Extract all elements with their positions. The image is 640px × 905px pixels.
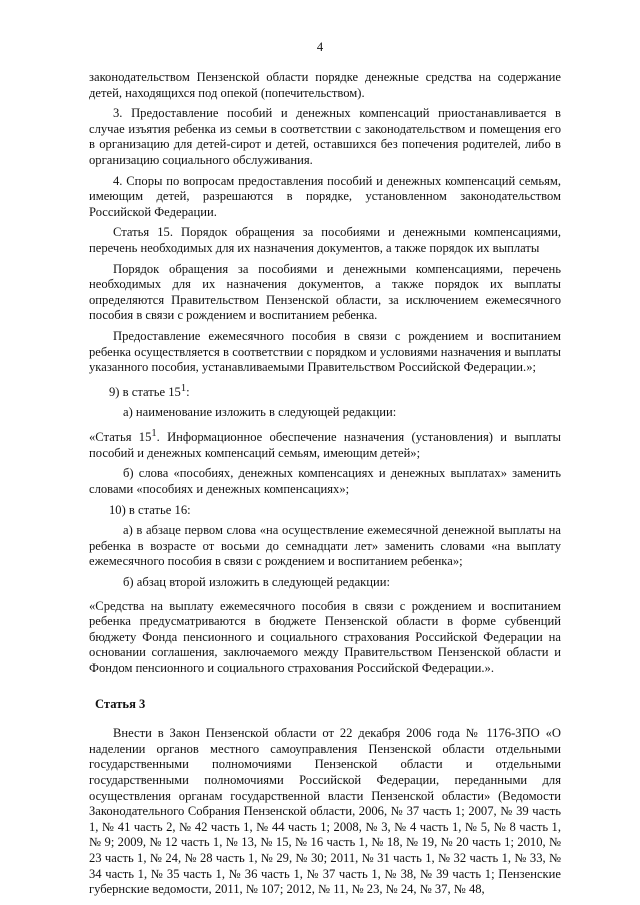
paragraph-article-15-text: Порядок обращения за пособиями и денежными компенсациями, перечень необходимых для их назначения документов, а также порядок их выплаты определяются Правительством Пензенской области, за исключением ежемесячного пособия в связи с рождением и воспитанием ребенка. [89, 261, 561, 323]
subitem-b-second-paragraph: б) абзац второй изложить в следующей редакции: [123, 575, 391, 589]
subitem-a-title: а) наименование изложить в следующей редакции: [123, 405, 397, 420]
paragraph-item-4: 4. Споры по вопросам предоставления пособий и денежных компенсаций семьям, имеющим детей, разрешаются в порядке, установленном законодательством Российской Федерации. [89, 173, 561, 219]
subitem-b-words: б) слова «пособиях, денежных компенсациях и денежных выплатах» заменить словами «пособиях и денежных компенсациях»; [89, 466, 561, 497]
paragraph-monthly-allowance: Предоставление ежемесячного пособия в связи с рождением и воспитанием ребенка осуществляется в соответствии с порядком и условиями назначения и выплаты указанного пособия, устанавливаемыми Правительством Российской Федерации.»; [89, 328, 561, 375]
page-number: 4 [316, 40, 324, 54]
amendment-item-9-text: 9) в статье 15 [109, 384, 181, 399]
amendment-item-9-colon: : [186, 384, 190, 399]
article-15-1-text-end: . Информационное обеспечение назначения (установления) и выплаты пособий и денежных компенсаций семьям, имеющим детей»; [89, 430, 561, 460]
document-body [89, 70, 561, 898]
paragraph-continuation: законодательством Пензенской области порядке денежные средства на содержание детей, находящихся под опекой (попечительством). [89, 70, 561, 100]
superscript: 1 [151, 428, 157, 440]
article-15-1-new-title [89, 426, 561, 461]
article-3-heading: Статья 3 [95, 696, 146, 711]
paragraph-article-3-text: Внести в Закон Пензенской области от 22 декабря 2006 года № 1176-ЗПО «О наделении органов местного самоуправления Пензенской области отдельными государственными полномочиями Пензенской области и отдельными государственными полномочиями Российской Федерации, переданными для осуществления органам государственной власти Пензенской области» (Ведомости Законодательного Собрания Пензенской области, 2006, № 37 часть 1; 2007, № 39 часть 1, № 41 часть 2, № 42 часть 1, № 44 часть 1; 2008, № 3, № 4 часть 1, № 5, № 8 часть 1, № 9; 2009, № 12 часть 1, № 13, № 15, № 16 часть 1, № 18, № 19, № 20 часть 1; 2010, № 23 часть 1, № 24, № 28 часть 1, № 29, № 30; 2011, № 31 часть 1, № 32 часть 1, № 33, № 34 часть 1, № 35 часть 1, № 36 часть 1, № 37 часть 1, № 38, № 39 часть 1; Пензенские губернские ведомости, 2011, № 107; 2012, № 11, № 23, № 24, № 37, № 48, [89, 726, 561, 897]
article-15-heading: Статья 15. Порядок обращения за пособиями и денежными компенсациями, перечень необходимых для их назначения документов, а также порядок их выплаты [89, 225, 561, 255]
paragraph-item-3: 3. Предоставление пособий и денежных компенсаций приостанавливается в случае изъятия ребенка из семьи в соответствии с законодательством и помещения его в организацию для детей-сирот и детей, оставшихся без попечения родителей, либо в организацию социального обслуживания. [89, 106, 561, 167]
subitem-a-first-paragraph: а) в абзаце первом слова «на осуществление ежемесячной денежной выплаты на ребенка в возрасте от восьми до семнадцати лет» заменить словами «на выплату ежемесячного пособия в связи с рождением и воспитанием ребенка»; [89, 523, 561, 569]
amendment-item-9 [89, 381, 561, 401]
article-15-1-text-start: «Статья 15 [89, 430, 152, 445]
amendment-item-10: 10) в статье 16: [109, 502, 191, 517]
superscript: 1 [180, 382, 187, 394]
paragraph-funding: «Средства на выплату ежемесячного пособия в связи с рождением и воспитанием ребенка предусматриваются в бюджете Пензенской области в форме субвенций бюджету Фонда пенсионного и социального страхования Российской Федерации на основании соглашения, заключаемого между Правительством Пензенской области и Фондом пенсионного и социального страхования Российской Федерации.». [89, 598, 561, 675]
